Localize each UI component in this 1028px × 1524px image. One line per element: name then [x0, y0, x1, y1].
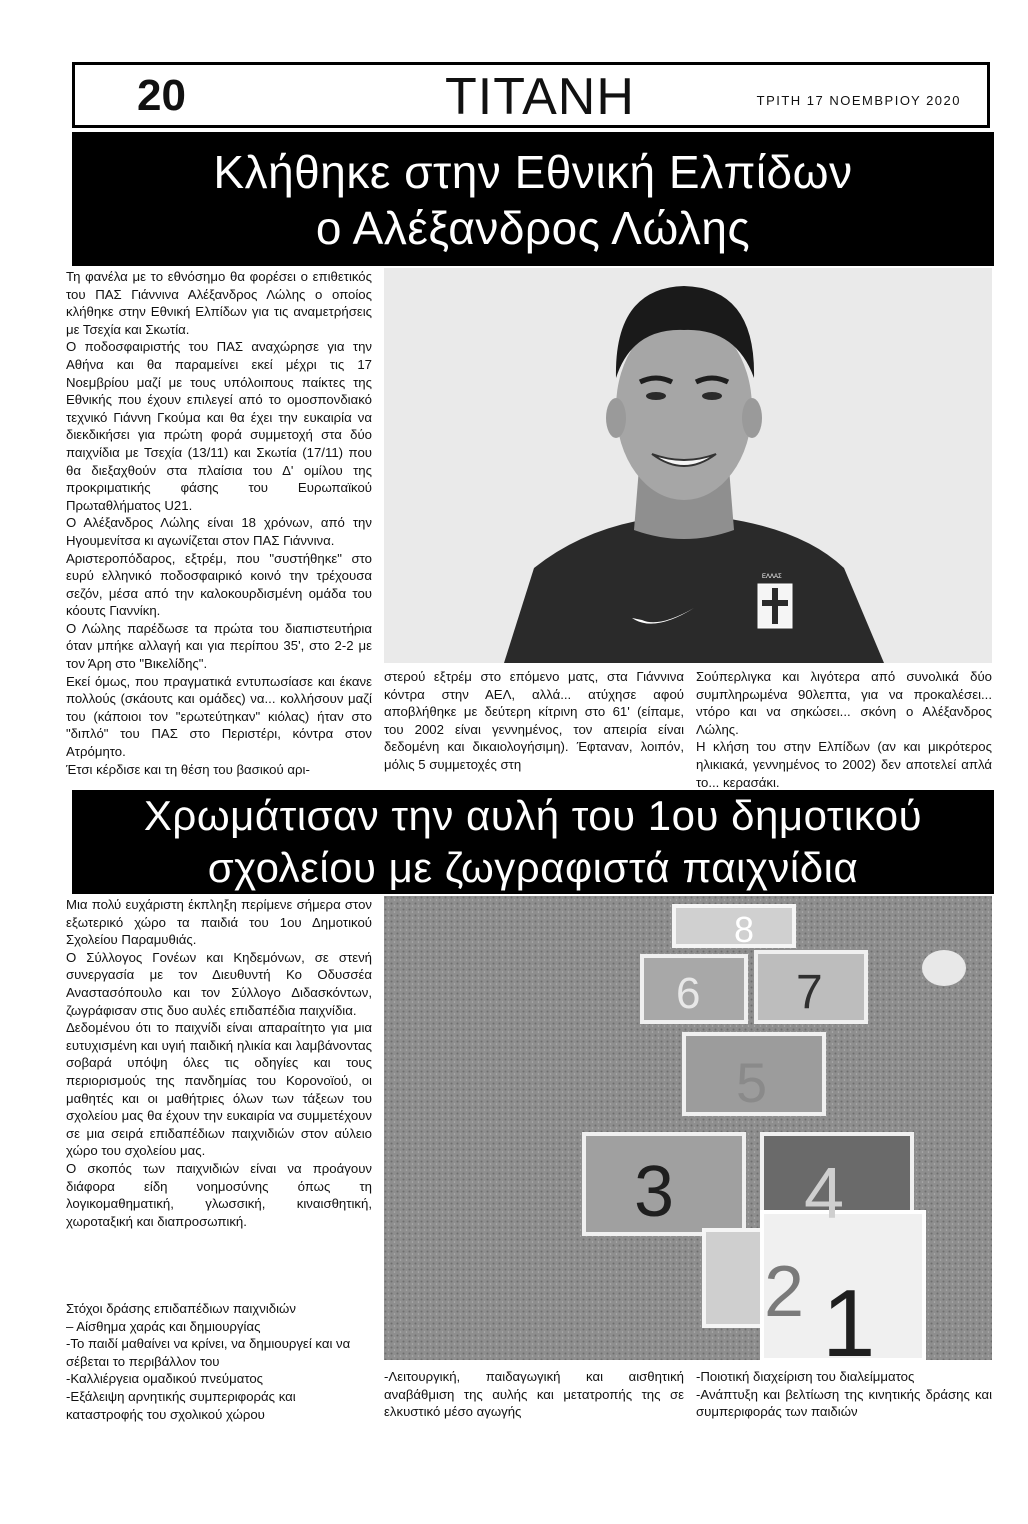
- hopscotch-number: 6: [676, 969, 701, 1018]
- article1-headline-line1: Κλήθηκε στην Εθνική Ελπίδων: [213, 146, 853, 198]
- article1-column-3: [696, 668, 992, 791]
- page-number: 20: [137, 71, 186, 120]
- goal-item: -Εξάλειψη αρνητικής συμπεριφοράς και καταστροφής του σχολικού χώρου: [66, 1388, 296, 1422]
- paragraph: -Λειτουργική, παιδαγωγική και αισθητική αναβάθμιση της αυλής και μετατροπής της σε ελκυστικό μέσο αγωγής: [384, 1369, 684, 1420]
- hopscotch-number: 8: [734, 909, 755, 950]
- hopscotch-number: 4: [804, 1154, 845, 1234]
- paragraph: Τη φανέλα με το εθνόσημο θα φορέσει ο επιθετικός του ΠΑΣ Γιάννινα Αλέξανδρος Λώλης ο οποίος κλήθηκε στην Εθνική Ελπίδων για τις αναμετρήσεις με Τσεχία και Σκωτία.: [66, 269, 372, 337]
- paragraph: Έτσι κέρδισε και τη θέση του βασικού αρι-: [66, 761, 310, 777]
- article2-goals: [66, 1300, 372, 1423]
- paragraph: Εκεί όμως, που πραγματικά εντυπωσίασε και έκανε πολλούς (σκάουτς και ομάδες) να... κολλήσουν μαζί του (κάποιοι τον "ερωτεύτηκαν" κιόλας) ήταν στο "διπλό" του ΠΑΣ στο Περιστέρι, κόντρα στον Ατρόμητο.: [66, 673, 372, 760]
- paragraph: Ο ποδοσφαιριστής του ΠΑΣ αναχώρησε για την Αθήνα και θα παραμείνει εκεί μέχρι τις 17 Νοεμβρίου μαζί με τους υπόλοιπους παίκτες της Εθνικής που έχουν επιλεγεί από το ομοσπονδιακό τεχνικό Γιάννη Γκούμα και θα έχει την ευκαιρία να διεκδικήσει για πρώτη φορά συμμετοχή στα δύο παιχνίδια με Τσεχία (13/11) και Σκωτία (17/11) που θα διεξαχθούν στα πλαίσια του Δ' ομίλου της προκριματικής φάσης του Ευρωπαϊκού Πρωταθλήματος U21.: [66, 339, 372, 513]
- paragraph: Η κλήση του στην Ελπίδων (αν και μικρότερος ηλικιακά, γεννημένος το 2002) δεν αποτελεί απλά το... κερασάκι.: [696, 739, 992, 790]
- paragraph: Ο Σύλλογος Γονέων και Κηδεμόνων, σε στενή συνεργασία με τον Διευθυντή Κο Οδυσσέα Αναστασόπουλο και τον Σύλλογο Διδασκόντων, ζωγράφισαν στις δυο αυλές επιδαπέδια παιχνίδια.: [66, 949, 372, 1018]
- player-portrait-illustration: [384, 268, 992, 663]
- hopscotch-number: 2: [764, 1252, 805, 1332]
- hopscotch-number: 7: [796, 966, 823, 1019]
- goal-item: -Το παιδί μαθαίνει να κρίνει, να δημιουργεί και να σέβεται το περιβάλλον του: [66, 1336, 351, 1369]
- article1-column-1: [66, 268, 372, 778]
- hopscotch-number: 5: [736, 1051, 768, 1114]
- article1-headline-line2: ο Αλέξανδρος Λώλης: [315, 202, 751, 254]
- goal-item: -Καλλιέργεια ομαδικού πνεύματος: [66, 1371, 264, 1387]
- player-photo: [384, 268, 992, 663]
- paragraph: Ο Λώλης παρέδωσε τα πρώτα του διαπιστευτήρια όταν μπήκε αλλαγή και για περίπου 35', στο 2-2 με τον Άρη στο "Βικελίδης".: [66, 620, 372, 672]
- issue-date: ΤΡΙΤΗ 17 ΝΟΕΜΒΡΙΟΥ 2020: [756, 93, 961, 108]
- hopscotch-number: 3: [634, 1152, 675, 1232]
- paragraph: στερού εξτρέμ στο επόμενο ματς, στα Γιάννινα κόντρα στην ΑΕΛ, αλλά... ατύχησε αφού αποβλήθηκε με δεύτερη κίτρινη στο 61' (είπαμε, του 2002 είναι γεννημένος, τον απειρία είναι δεδομένη και δικαιολογήσιμη). Έφταναν, λοιπόν, μόλις 5 συμμετοχές στη: [384, 669, 684, 772]
- paragraph: Δεδομένου ότι το παιχνίδι είναι απαραίτητο για μια ευτυχισμένη και υγιή παιδική ηλικία και λαμβάνοντας σοβαρά υπόψη όλες τις οδηγίες και τους περιορισμούς της πανδημίας του Κορονοϊού, οι μαθητές και οι μαθήτριες όλων των τάξεων του σχολείου μας θα έχουν την ευκαιρία να συμμετέχουν σε μια σειρά επιδαπέδιων παιχνιδιών στον αύλειο χώρο του σχολείου μας.: [66, 1020, 372, 1159]
- hopscotch-number: 1: [822, 1270, 876, 1360]
- paragraph: -Ποιοτική διαχείριση του διαλείμματος: [696, 1369, 915, 1384]
- article2-column-1: [66, 896, 372, 1230]
- article1-column-2: [384, 668, 684, 774]
- article2-headline-line1: Χρωμάτισαν την αυλή του 1ου δημοτικού: [143, 792, 923, 839]
- hopscotch-illustration: [384, 896, 992, 1360]
- paragraph: Σούπερλιγκα και λιγότερα από συνολικά δύο συμπληρωμένα 90λεπτα, για να προκαλέσει... ντόρο και να σηκώσει... σκόνη ο Αλέξανδρος Λώλης.: [696, 669, 992, 737]
- paragraph: Ο σκοπός των παιχνιδιών είναι να προάγουν διάφορα είδη νοημοσύνης όπως τη λογικομαθηματική, γλωσσική, κιναισθητική, χωροταξική και διαπροσωπική.: [66, 1160, 372, 1229]
- article2-column-3: [696, 1368, 992, 1421]
- masthead: [72, 62, 990, 128]
- paragraph: Ο Αλέξανδρος Λώλης είναι 18 χρόνων, από την Ηγουμενίτσα κι αγωνίζεται στον ΠΑΣ Γιάννινα.: [66, 515, 372, 548]
- paragraph: Αριστεροπόδαρος, εξτρέμ, που "συστήθηκε" στο ευρύ ελληνικό ποδοσφαιρικό κοινό την τρέχουσα σεζόν, μέσα από την καλοκουρδισμένη ομάδα του κόουτς Γιαννίκη.: [66, 550, 372, 619]
- paragraph: -Ανάπτυξη και βελτίωση της κινητικής δράσης και συμπεριφοράς των παιδιών: [696, 1386, 992, 1420]
- hopscotch-photo: [384, 896, 992, 1360]
- article2-column-2: [384, 1368, 684, 1421]
- goals-heading: Στόχοι δράσης επιδαπέδιων παιχνιδιών: [66, 1301, 296, 1316]
- article2-headline-line2: σχολείου με ζωγραφιστά παιχνίδια: [207, 844, 859, 891]
- article2-headline: [72, 790, 994, 894]
- newspaper-title: ΤΙΤΑΝΗ: [445, 68, 635, 126]
- jersey-text: ΕΛΛΑΣ: [762, 574, 782, 580]
- paragraph: Μια πολύ ευχάριστη έκπληξη περίμενε σήμερα στον εξωτερικό χώρο τα παιδιά του 1ου Δημοτικού Σχολείου Παραμυθιάς.: [66, 897, 372, 948]
- goal-item: – Αίσθημα χαράς και δημιουργίας: [66, 1318, 261, 1334]
- article1-headline: [72, 132, 994, 266]
